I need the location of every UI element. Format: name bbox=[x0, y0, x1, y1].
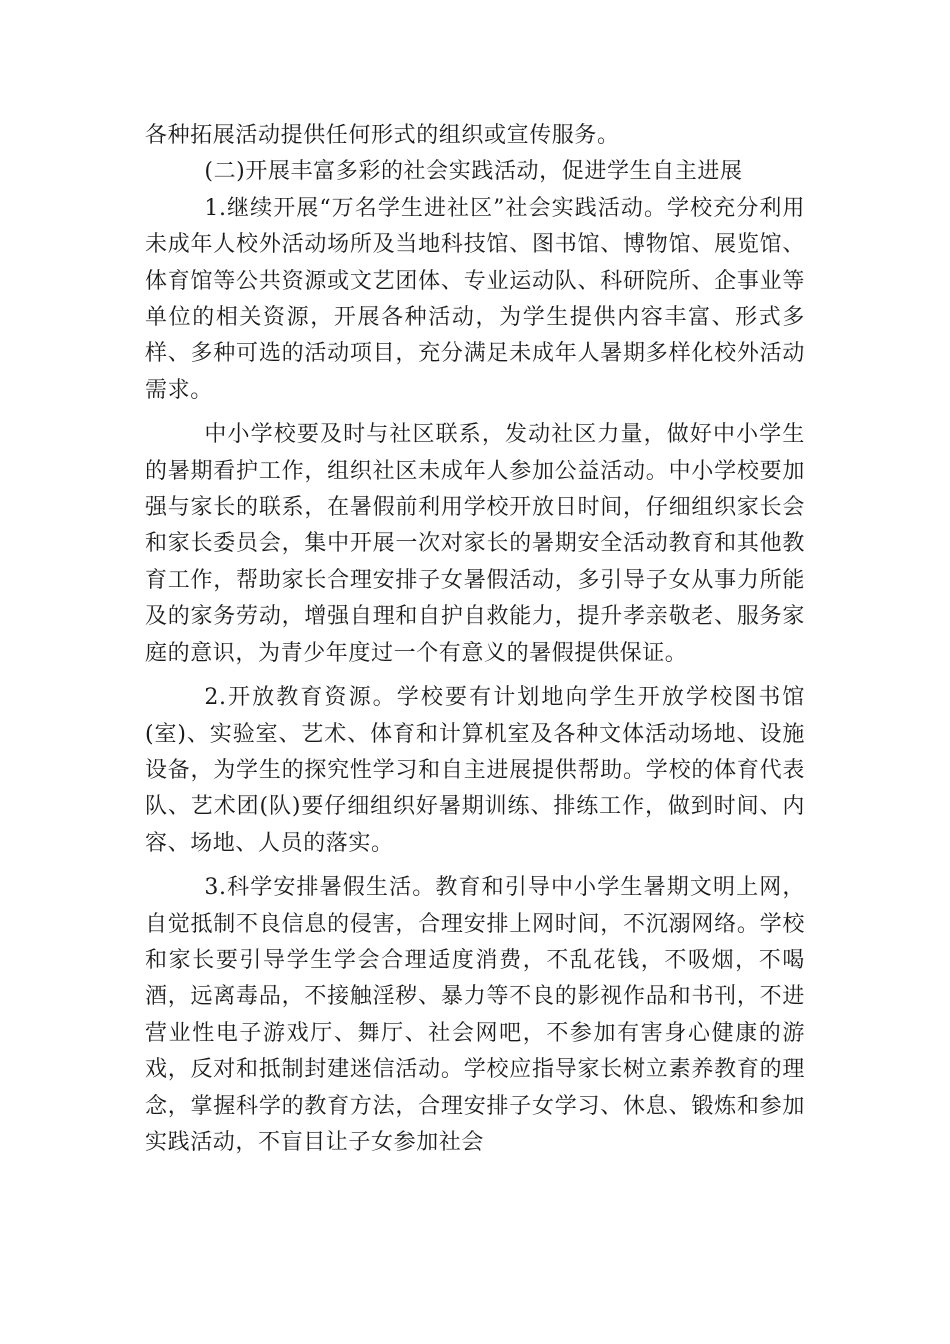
paragraph-item-2: 2.开放教育资源。学校要有计划地向学生开放学校图书馆(室)、实验室、艺术、体育和计算机室及各种文体活动场地、设施设备，为学生的探究性学习和自主进展提供帮助。学校的体育代表队、艺术团(队)要仔细组织好暑期训练、排练工作，做到时间、内容、场地、人员的落实。 bbox=[145, 685, 805, 856]
section-heading: (二)开展丰富多彩的社会实践活动，促进学生自主进展 bbox=[204, 159, 743, 185]
paragraph-community: 中小学校要及时与社区联系，发动社区力量，做好中小学生的暑期看护工作，组织社区未成年人参加公益活动。中小学校要加强与家长的联系，在暑假前利用学校开放日时间，仔细组织家长会和家长委员会，集中开展一次对家长的暑期安全活动教育和其他教育工作，帮助家长合理安排子女暑假活动，多引导子女从事力所能及的家务劳动，增强自理和自护自救能力，提升孝亲敬老、服务家庭的意识，为青少年度过一个有意义的暑假提供保证。 bbox=[145, 422, 805, 666]
paragraph-continuation: 各种拓展活动提供任何形式的组织或宣传服务。 bbox=[145, 123, 620, 148]
document-body bbox=[145, 118, 805, 1161]
paragraph-item-1: 1.继续开展“万名学生进社区”社会实践活动。学校充分利用未成年人校外活动场所及当地科技馆、图书馆、博物馆、展览馆、体育馆等公共资源或文艺团体、专业运动队、科研院所、企事业等单位的相关资源，开展各种活动，为学生提供内容丰富、形式多样、多种可选的活动项目，充分满足未成年人暑期多样化校外活动需求。 bbox=[145, 195, 805, 403]
paragraph-item-3: 3.科学安排暑假生活。教育和引导中小学生暑期文明上网，自觉抵制不良信息的侵害，合理安排上网时间，不沉溺网络。学校和家长要引导学生学会合理适度消费，不乱花钱，不吸烟，不喝酒，远离毒品，不接触淫秽、暴力等不良的影视作品和书刊，不进营业性电子游戏厅、舞厅、社会网吧，不参加有害身心健康的游戏，反对和抵制封建迷信活动。学校应指导家长树立素养教育的理念，掌握科学的教育方法，合理安排子女学习、休息、锻炼和参加实践活动，不盲目让子女参加社会 bbox=[145, 875, 805, 1155]
